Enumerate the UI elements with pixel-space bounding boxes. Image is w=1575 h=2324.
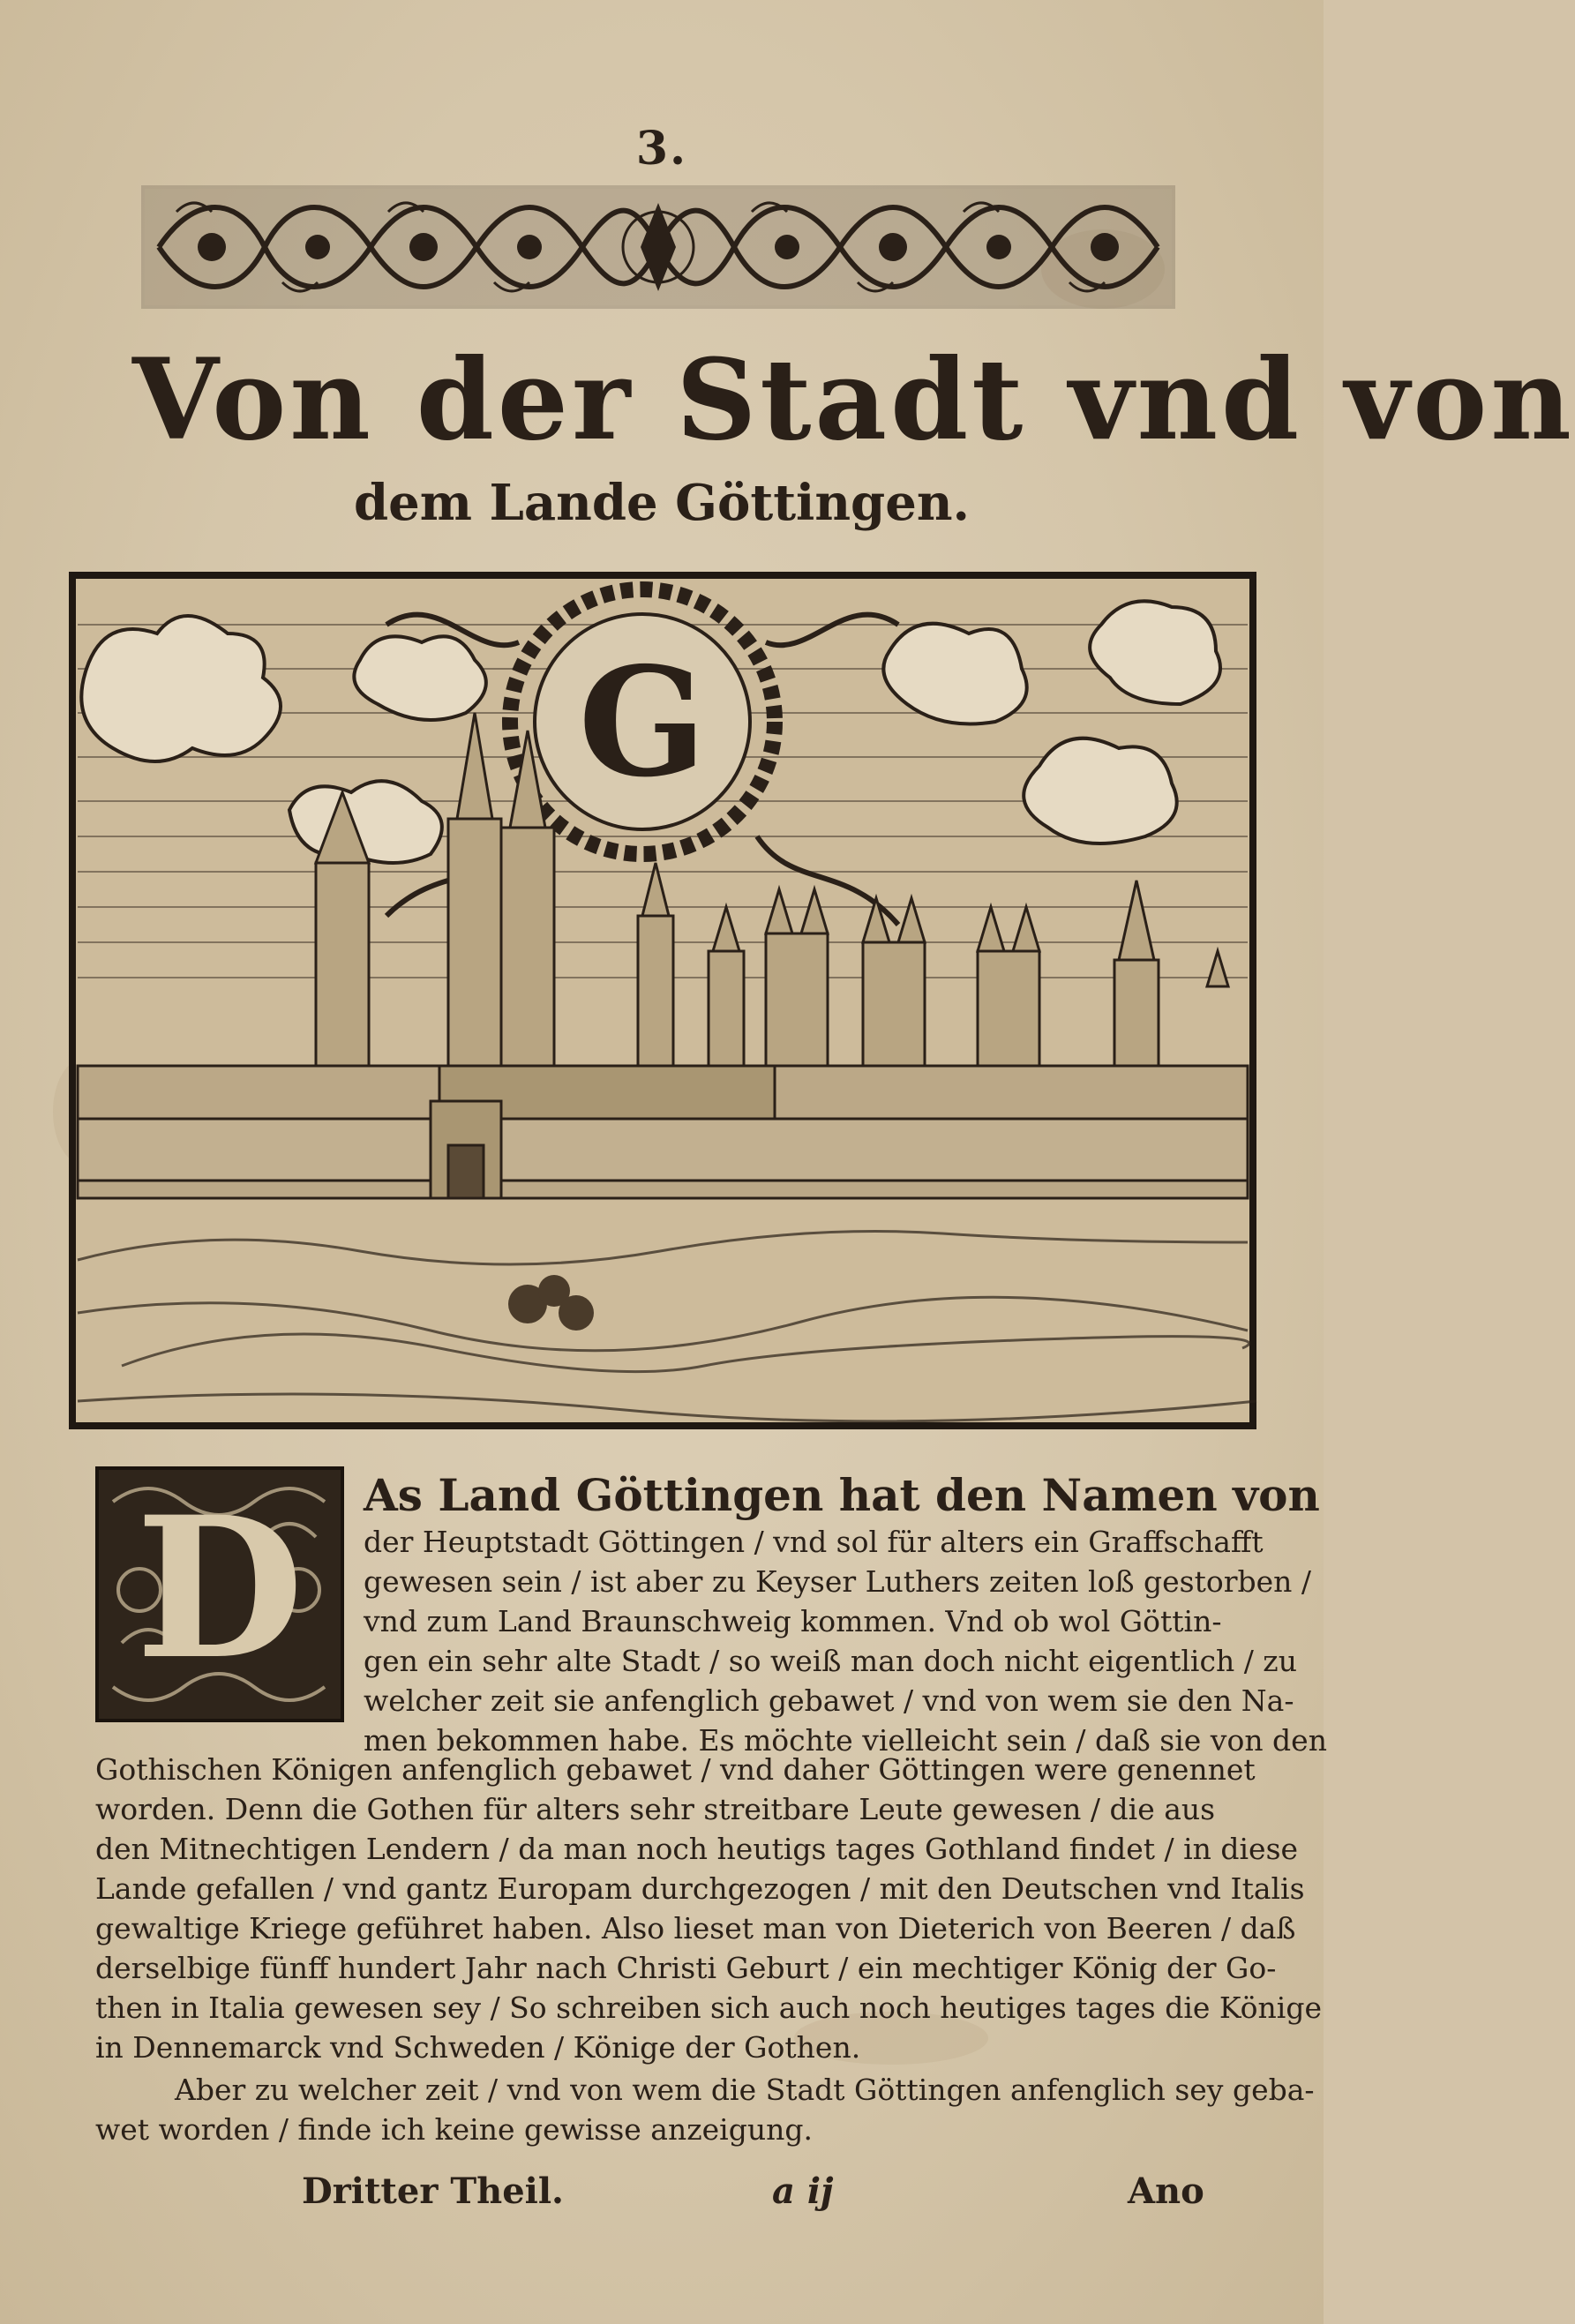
text-line: gewesen sein / ist aber zu Keyser Luthers zeiten loß gestorben / [364,1564,1312,1599]
text-line: gen ein sehr alte Stadt / so weiß man doch nicht eigentlich / zu [364,1644,1297,1678]
emblem-letter: G [578,634,707,811]
text-line: gewaltige Kriege geführet haben. Also lieset man von Dieterich von Beeren / daß [95,1911,1296,1945]
section-label: Dritter Theil. [302,2170,564,2212]
page-subtitle: dem Lande Göttingen. [353,474,971,532]
text-line: den Mitnechtigen Lendern / da man noch heutigs tages Gothland findet / in diese [95,1832,1299,1866]
text-line: wet worden / finde ich keine gewisse anzeigung. [95,2112,813,2147]
text-line: then in Italia gewesen sey / So schreiben sich auch noch heutiges tages die Könige [95,1990,1323,2025]
text-line: in Dennemarck vnd Schweden / Könige der Gothen. [95,2030,861,2065]
text-line: worden. Denn die Gothen für alters sehr streitbare Leute gewesen / die aus [95,1792,1216,1826]
text-line: Aber zu welcher zeit / vnd von wem die Stadt Göttingen anfenglich sey geba- [175,2073,1315,2107]
text-line: der Heuptstadt Göttingen / vnd sol für alters ein Graffschafft [364,1525,1264,1559]
city-view-woodcut [69,572,1256,1429]
ornamental-header-band [141,185,1175,309]
text-line: Lande gefallen / vnd gantz Europam durchgezogen / mit den Deutschen vnd Italis [95,1871,1305,1906]
signature-mark: a ij [772,2170,834,2212]
initial-letter: D [135,1473,304,1702]
text-line: Gothischen Königen anfenglich gebawet / vnd daher Göttingen were genennet [95,1752,1256,1787]
page-title: Von der Stadt vnd von [132,334,1575,465]
page-number: 3. [635,122,688,176]
paragraph-1-indented [364,1469,1327,1760]
paragraph-2 [95,2070,1315,2149]
paragraph-1-full-width [95,1750,1323,2067]
decorated-initial [95,1466,344,1722]
page-footer [0,2170,1324,2223]
text-line: vnd zum Land Braunschweig kommen. Vnd ob wol Göttin- [364,1604,1222,1638]
text-line: welcher zeit sie anfenglich gebawet / vnd von wem sie den Na- [364,1683,1294,1718]
text-line: As Land Göttingen hat den Namen von [364,1469,1320,1521]
catchword: Ano [1128,2170,1204,2212]
text-line: derselbige fünff hundert Jahr nach Christi Geburt / ein mechtiger König der Go- [95,1951,1277,1985]
text-line: men bekommen habe. Es möchte vielleicht sein / daß sie von den [364,1723,1327,1758]
